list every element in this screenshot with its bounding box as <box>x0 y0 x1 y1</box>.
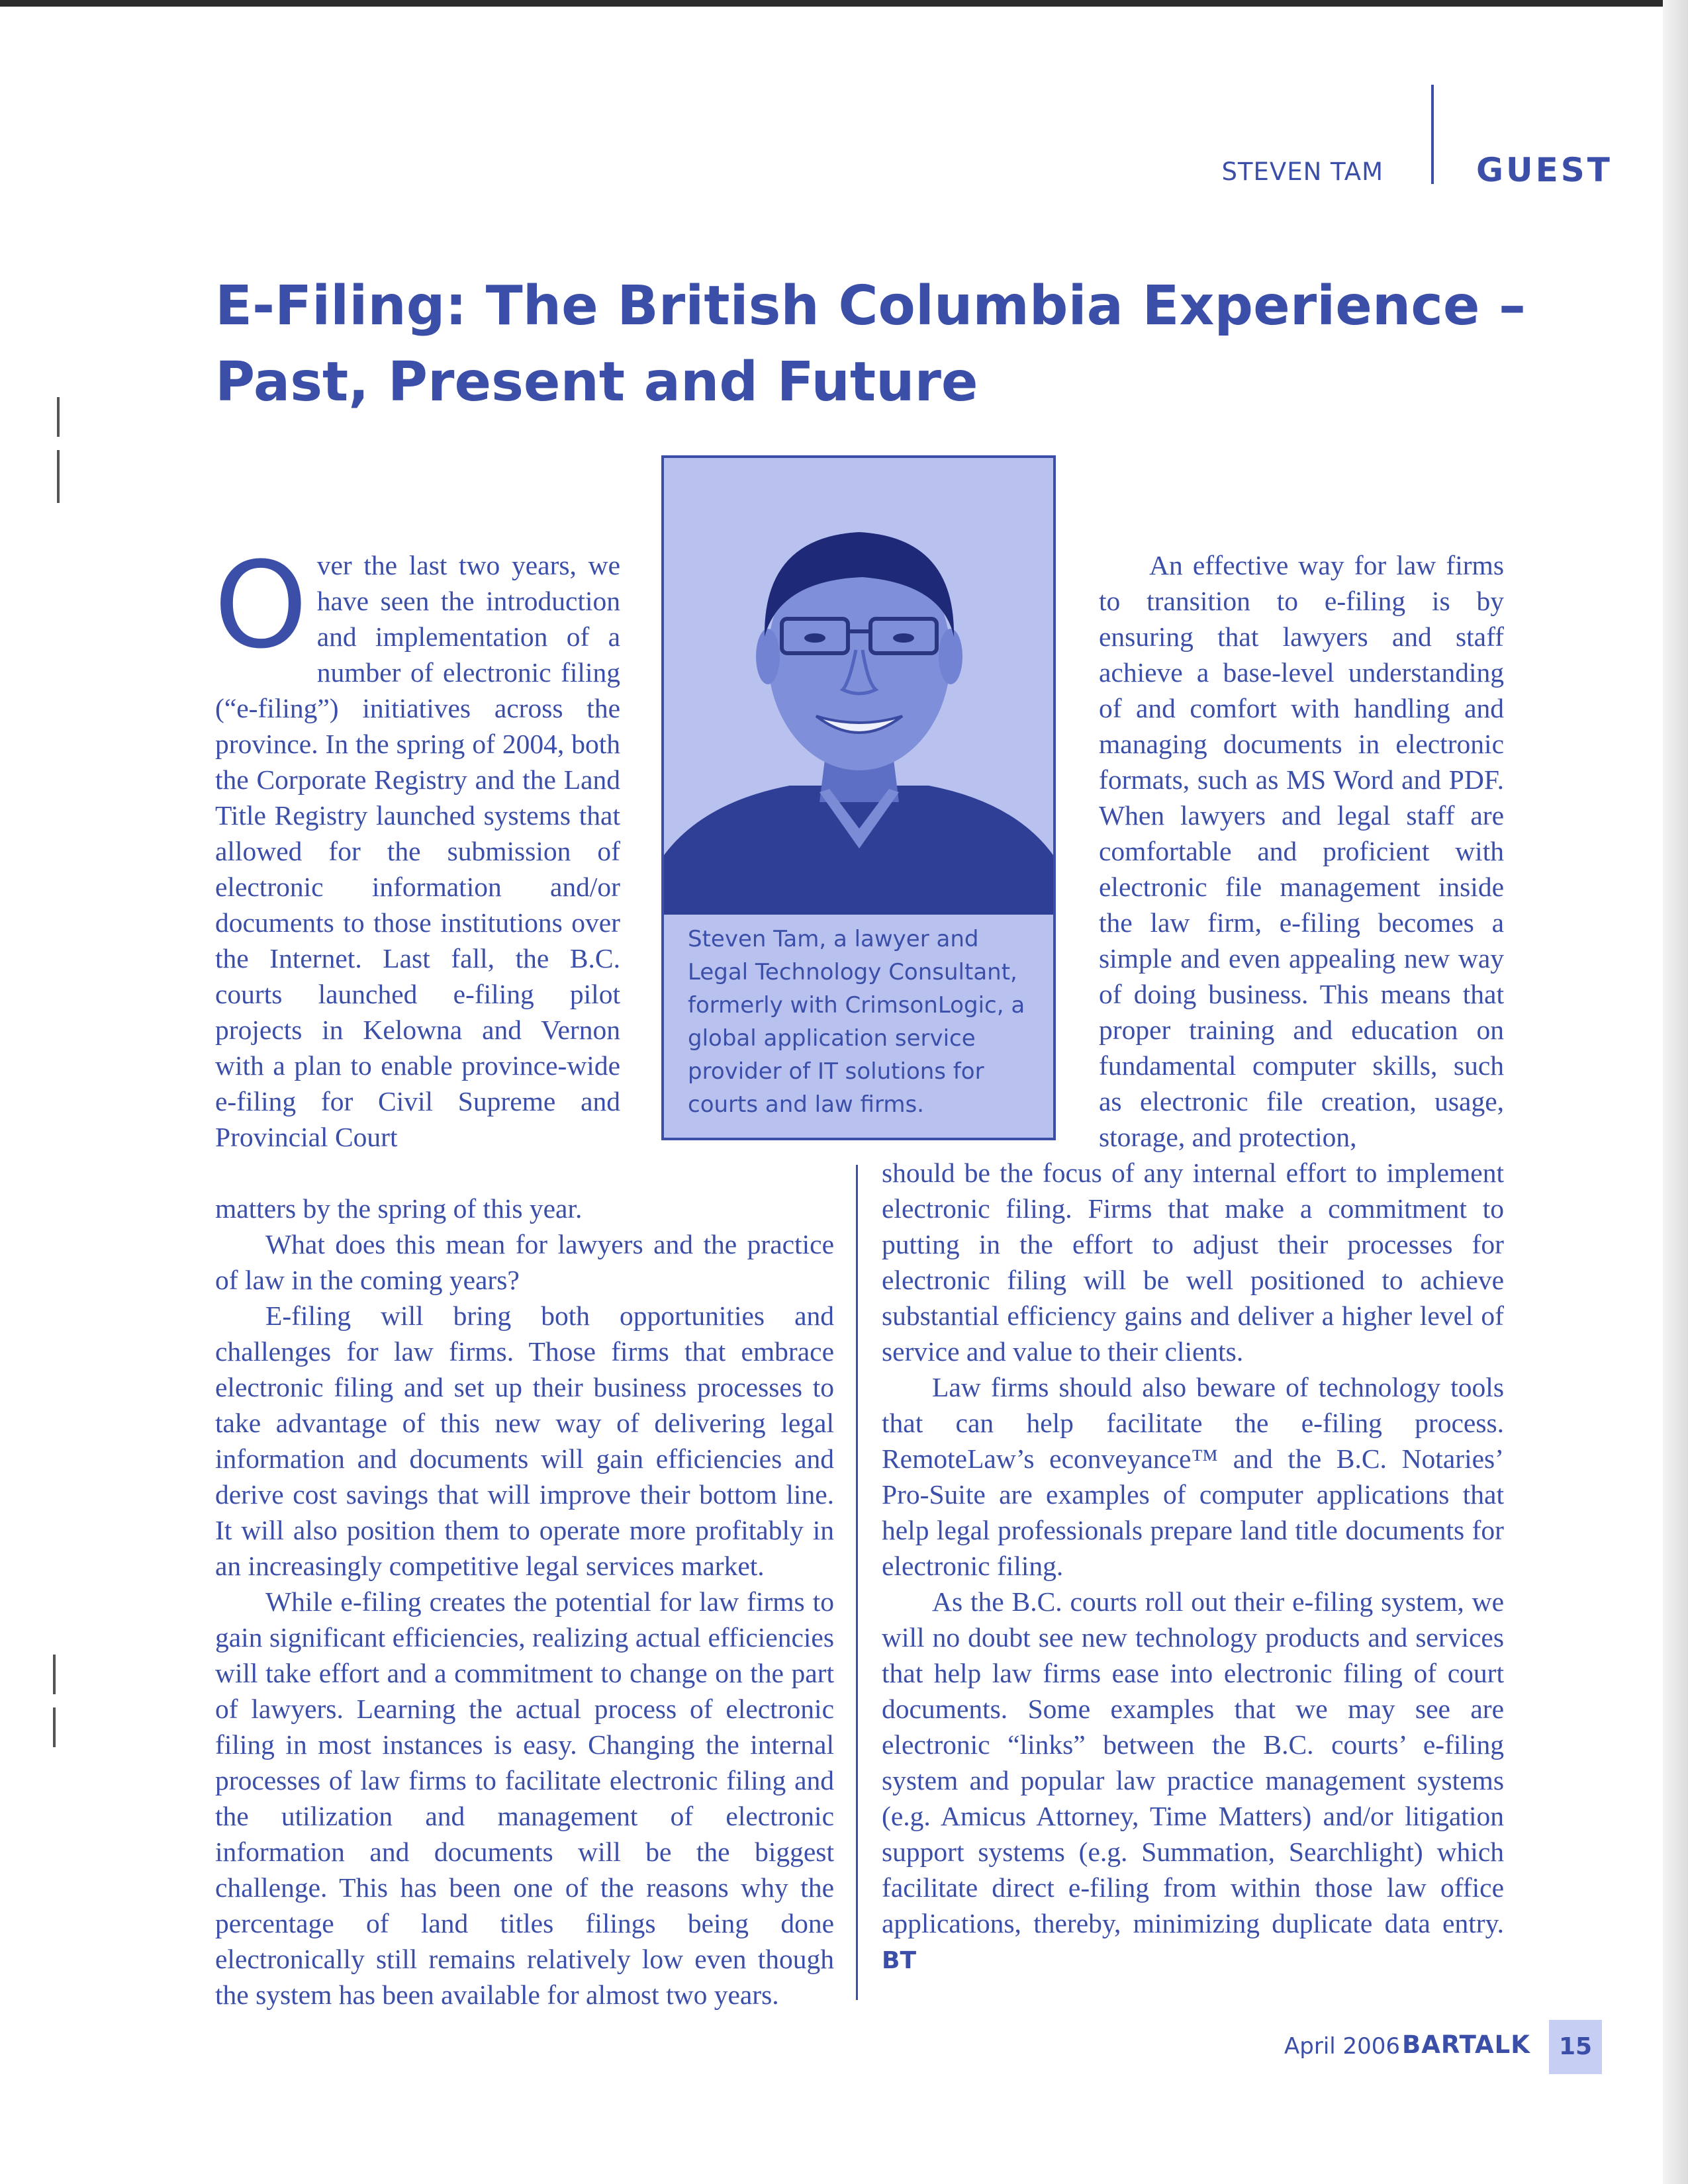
photo-caption: Steven Tam, a lawyer and Legal Technology Consultant, formerly with CrimsonLogic, a global application service provider of IT solutions for courts and law firms. <box>688 926 1025 1118</box>
scan-mark <box>57 397 60 437</box>
end-mark: BT <box>882 1947 916 1974</box>
top-rule <box>0 0 1688 7</box>
article-paragraph: should be the focus of any internal effort to implement electronic filing. Firms that make a commitment to putting in the effort to adjust their processes for electronic filing will be well positioned to achieve substantial efficiency gains and deliver a higher level of service and value to their clients. <box>882 1158 1504 1367</box>
author-photo-box <box>661 455 1056 1140</box>
article-paragraph: While e-filing creates the potential for law firms to gain significant efficiencies, realizing actual efficiencies will take effort and a commitment to change on the part of lawyers. Learning the actual process of electronic filing in most instances is easy. Changing the internal processes of law firms to facilitate electronic filing and the utilization and management of electronic information and documents will be the biggest challenge. This has been one of the reasons why the percentage of land titles filings being done electronically still remains relatively low even though the system has been available for almost two years. <box>215 1586 834 2010</box>
article-paragraph: An effective way for law firms to transition to e-filing is by ensuring that lawyers and staff achieve a base-level understanding of and comfort with handling and managing documents in electronic formats, such as MS Word and PDF. When lawyers and legal staff are comfortable and proficient with electronic file management inside the law firm, e-filing becomes a simple and even appealing new way of doing business. This means that proper training and education on fundamental computer skills, such as electronic file creation, usage, storage, and protection, <box>1099 550 1504 1152</box>
scan-mark <box>53 1707 56 1747</box>
footer-date: April 2006 <box>1284 2033 1401 2060</box>
article-column-right-bottom <box>882 1155 1504 1979</box>
article-column-left-top <box>214 537 620 1155</box>
article-paragraph: matters by the spring of this year. <box>215 1193 583 1224</box>
article-paragraph <box>882 1584 1504 1979</box>
drop-cap: O <box>214 537 308 675</box>
header-divider <box>1431 85 1434 184</box>
scan-mark <box>53 1655 56 1694</box>
header-section-label: GUEST <box>1476 151 1613 189</box>
author-portrait <box>664 458 1053 915</box>
article-paragraph: E-filing will bring both opportunities and challenges for law firms. Those firms that embrace electronic filing and set up their business processes to take advantage of this new way of delivering legal information and documents will gain efficiencies and derive cost savings that will improve their bottom line. It will also position them to operate more profitably in an increasingly competitive legal services market. <box>215 1300 834 1581</box>
paragraph-text: As the B.C. courts roll out their e-filing system, we will no doubt see new technology products and services that help law firms ease into electronic filing of court documents. Some examples that we may see are electronic “links” between the B.C. courts’ e-filing system and popular law practice management systems (e.g. Amicus Attorney, Time Matters) and/or litigation support systems (e.g. Summation, Searchlight) which facilitate direct e-filing from within those law office applications, thereby, minimizing duplicate data entry. <box>882 1586 1504 1938</box>
article-paragraph: What does this mean for lawyers and the practice of law in the coming years? <box>215 1229 834 1295</box>
scan-mark <box>57 450 60 503</box>
article-column-right-top <box>1099 547 1504 1155</box>
article-column-left-bottom <box>215 1191 834 2013</box>
paragraph-text: ver the last two years, we have seen the introduction and implementation of a number of electronic filing (“e-filing”) initiatives across the province. In the spring of 2004, both the Corporate Registry and the Land Title Registry launched systems that allowed for the submission of electronic information and/or documents to those institutions over the Internet. Last fall, the B.C. courts launched e-filing pilot projects in Kelowna and Vernon with a plan to enable province-wide e-filing for Civil Supreme and Provincial Court <box>215 550 620 1152</box>
footer-magazine-name: BARTALK <box>1402 2030 1530 2059</box>
column-divider <box>856 1165 858 2000</box>
article-paragraph: Law firms should also beware of technology tools that can help facilitate the e-filing process. RemoteLaw’s econveyance™ and the B.C. Notaries’ Pro-Suite are examples of computer applications that help legal professionals prepare land title documents for electronic filing. <box>882 1372 1504 1581</box>
page-edge-shadow <box>1663 0 1688 2184</box>
article-paragraph <box>214 537 620 1155</box>
article-title: E-Filing: The British Columbia Experience – Past, Present and Future <box>215 275 1526 414</box>
header-author: STEVEN TAM <box>1221 158 1383 186</box>
page-number: 15 <box>1549 2020 1602 2074</box>
